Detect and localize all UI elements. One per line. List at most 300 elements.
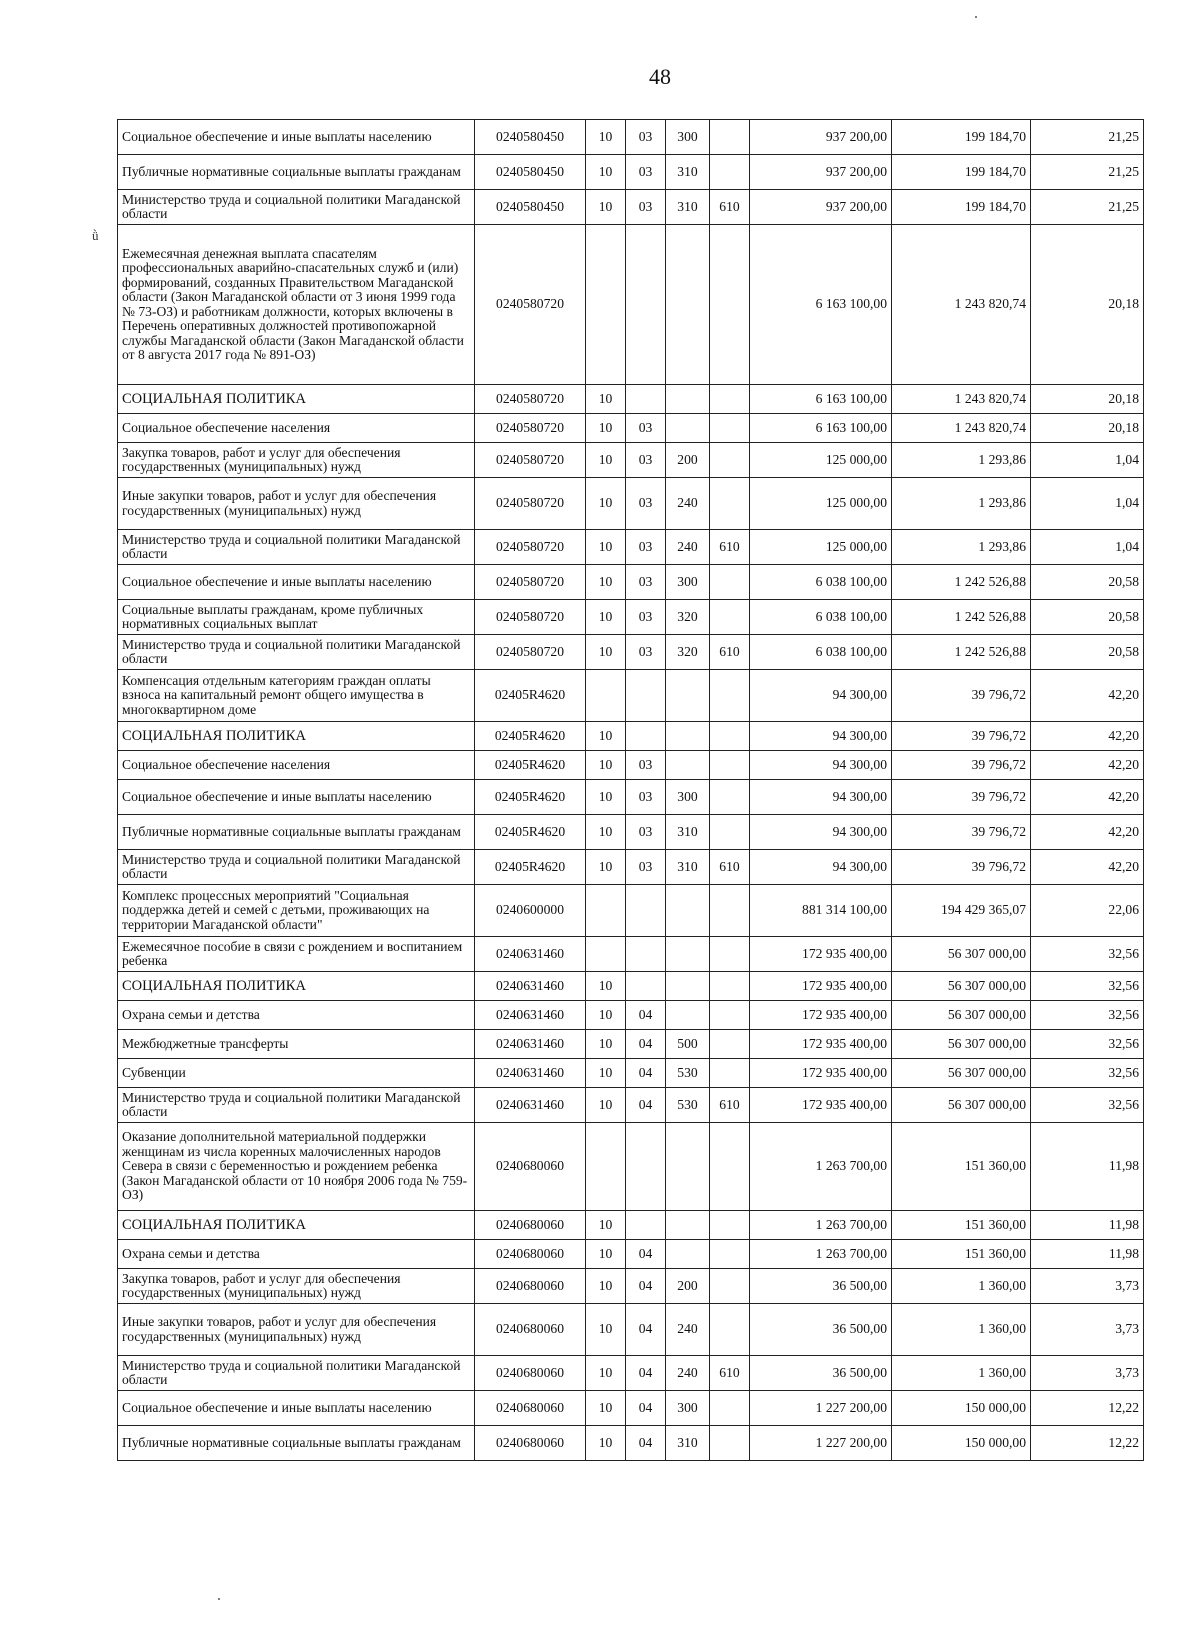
row-name: Министерство труда и социальной политики Магаданской области <box>118 1356 475 1391</box>
target-code: 0240580720 <box>475 385 586 414</box>
administrator-code <box>710 751 750 780</box>
expense-type-code <box>666 972 710 1001</box>
subsection-code <box>626 972 666 1001</box>
table-row <box>118 414 1144 443</box>
planned-amount: 172 935 400,00 <box>750 1088 892 1123</box>
expense-type-code: 320 <box>666 600 710 635</box>
planned-amount: 6 163 100,00 <box>750 414 892 443</box>
administrator-code <box>710 972 750 1001</box>
execution-percent: 32,56 <box>1031 1030 1144 1059</box>
expense-type-code: 240 <box>666 530 710 565</box>
row-name: СОЦИАЛЬНАЯ ПОЛИТИКА <box>118 972 475 1001</box>
subsection-code: 04 <box>626 1269 666 1304</box>
administrator-code <box>710 443 750 478</box>
table-row <box>118 385 1144 414</box>
administrator-code <box>710 565 750 600</box>
section-code: 10 <box>586 815 626 850</box>
subsection-code: 04 <box>626 1391 666 1426</box>
administrator-code: 610 <box>710 850 750 885</box>
expense-type-code <box>666 414 710 443</box>
expense-type-code <box>666 385 710 414</box>
subsection-code <box>626 225 666 385</box>
execution-percent: 20,18 <box>1031 225 1144 385</box>
target-code: 0240580720 <box>475 530 586 565</box>
actual-amount: 56 307 000,00 <box>892 1088 1031 1123</box>
actual-amount: 56 307 000,00 <box>892 1059 1031 1088</box>
execution-percent: 42,20 <box>1031 670 1144 722</box>
execution-percent: 32,56 <box>1031 1088 1144 1123</box>
actual-amount: 151 360,00 <box>892 1240 1031 1269</box>
planned-amount: 1 263 700,00 <box>750 1240 892 1269</box>
table-row <box>118 1304 1144 1356</box>
subsection-code: 03 <box>626 443 666 478</box>
table-row <box>118 1391 1144 1426</box>
planned-amount: 6 038 100,00 <box>750 600 892 635</box>
target-code: 0240580720 <box>475 635 586 670</box>
section-code: 10 <box>586 414 626 443</box>
target-code: 0240680060 <box>475 1391 586 1426</box>
planned-amount: 6 163 100,00 <box>750 385 892 414</box>
table-row <box>118 1030 1144 1059</box>
expense-type-code <box>666 751 710 780</box>
subsection-code: 04 <box>626 1304 666 1356</box>
target-code: 0240631460 <box>475 1030 586 1059</box>
execution-percent: 12,22 <box>1031 1391 1144 1426</box>
planned-amount: 1 263 700,00 <box>750 1211 892 1240</box>
expense-type-code: 200 <box>666 443 710 478</box>
expense-type-code: 320 <box>666 635 710 670</box>
expense-type-code: 300 <box>666 1391 710 1426</box>
table-body <box>118 120 1144 1461</box>
subsection-code <box>626 1211 666 1240</box>
row-name: Министерство труда и социальной политики Магаданской области <box>118 190 475 225</box>
target-code: 0240631460 <box>475 972 586 1001</box>
planned-amount: 6 163 100,00 <box>750 225 892 385</box>
table-row <box>118 1356 1144 1391</box>
expense-type-code: 300 <box>666 780 710 815</box>
execution-percent: 20,58 <box>1031 635 1144 670</box>
subsection-code: 03 <box>626 120 666 155</box>
actual-amount: 39 796,72 <box>892 670 1031 722</box>
table-row <box>118 1059 1144 1088</box>
administrator-code <box>710 478 750 530</box>
target-code: 02405R4620 <box>475 780 586 815</box>
row-name: Публичные нормативные социальные выплаты гражданам <box>118 815 475 850</box>
execution-percent: 12,22 <box>1031 1426 1144 1461</box>
section-code: 10 <box>586 1001 626 1030</box>
table-row <box>118 722 1144 751</box>
expense-type-code <box>666 722 710 751</box>
subsection-code: 03 <box>626 565 666 600</box>
target-code: 0240580450 <box>475 190 586 225</box>
actual-amount: 1 242 526,88 <box>892 600 1031 635</box>
subsection-code: 03 <box>626 780 666 815</box>
expense-type-code: 200 <box>666 1269 710 1304</box>
section-code: 10 <box>586 850 626 885</box>
table-row <box>118 635 1144 670</box>
expense-type-code: 310 <box>666 155 710 190</box>
execution-percent: 21,25 <box>1031 155 1144 190</box>
row-name: Министерство труда и социальной политики Магаданской области <box>118 850 475 885</box>
subsection-code: 03 <box>626 635 666 670</box>
subsection-code: 04 <box>626 1240 666 1269</box>
administrator-code: 610 <box>710 190 750 225</box>
actual-amount: 1 360,00 <box>892 1304 1031 1356</box>
actual-amount: 56 307 000,00 <box>892 937 1031 972</box>
row-name: Комплекс процессных мероприятий "Социальная поддержка детей и семей с детьми, проживающих на территории Магаданской области" <box>118 885 475 937</box>
administrator-code <box>710 1030 750 1059</box>
subsection-code: 04 <box>626 1059 666 1088</box>
target-code: 0240680060 <box>475 1356 586 1391</box>
actual-amount: 150 000,00 <box>892 1391 1031 1426</box>
target-code: 0240580720 <box>475 478 586 530</box>
administrator-code <box>710 670 750 722</box>
section-code <box>586 670 626 722</box>
actual-amount: 1 360,00 <box>892 1269 1031 1304</box>
table-row <box>118 1211 1144 1240</box>
subsection-code <box>626 937 666 972</box>
expense-type-code: 300 <box>666 565 710 600</box>
subsection-code: 03 <box>626 190 666 225</box>
expense-type-code: 240 <box>666 1304 710 1356</box>
planned-amount: 94 300,00 <box>750 751 892 780</box>
administrator-code <box>710 1123 750 1211</box>
section-code <box>586 225 626 385</box>
expense-type-code <box>666 1211 710 1240</box>
actual-amount: 39 796,72 <box>892 722 1031 751</box>
administrator-code <box>710 815 750 850</box>
target-code: 0240631460 <box>475 937 586 972</box>
table-row <box>118 1088 1144 1123</box>
planned-amount: 125 000,00 <box>750 530 892 565</box>
actual-amount: 1 242 526,88 <box>892 565 1031 600</box>
table-row <box>118 478 1144 530</box>
expense-type-code: 240 <box>666 1356 710 1391</box>
execution-percent: 11,98 <box>1031 1123 1144 1211</box>
row-name: Социальное обеспечение и иные выплаты населению <box>118 120 475 155</box>
expense-type-code <box>666 1001 710 1030</box>
administrator-code <box>710 1269 750 1304</box>
administrator-code <box>710 1211 750 1240</box>
row-name: Социальное обеспечение и иные выплаты населению <box>118 1391 475 1426</box>
execution-percent: 20,58 <box>1031 565 1144 600</box>
execution-percent: 11,98 <box>1031 1240 1144 1269</box>
target-code: 02405R4620 <box>475 815 586 850</box>
section-code: 10 <box>586 478 626 530</box>
actual-amount: 39 796,72 <box>892 780 1031 815</box>
expense-type-code <box>666 937 710 972</box>
subsection-code <box>626 670 666 722</box>
target-code: 02405R4620 <box>475 850 586 885</box>
scan-speck <box>218 1598 220 1600</box>
row-name: Охрана семьи и детства <box>118 1240 475 1269</box>
actual-amount: 56 307 000,00 <box>892 1001 1031 1030</box>
row-name: Социальное обеспечение населения <box>118 414 475 443</box>
row-name: Оказание дополнительной материальной поддержки женщинам из числа коренных малочисленных народов Севера в связи с беременностью и рождением ребенка (Закон Магаданской области от 10 ноября 2006 года № 759-ОЗ) <box>118 1123 475 1211</box>
subsection-code: 03 <box>626 530 666 565</box>
planned-amount: 36 500,00 <box>750 1304 892 1356</box>
row-name: СОЦИАЛЬНАЯ ПОЛИТИКА <box>118 385 475 414</box>
planned-amount: 36 500,00 <box>750 1356 892 1391</box>
expense-type-code: 500 <box>666 1030 710 1059</box>
section-code: 10 <box>586 120 626 155</box>
expense-type-code: 530 <box>666 1088 710 1123</box>
actual-amount: 199 184,70 <box>892 155 1031 190</box>
section-code: 10 <box>586 1356 626 1391</box>
administrator-code: 610 <box>710 1088 750 1123</box>
administrator-code <box>710 780 750 815</box>
planned-amount: 172 935 400,00 <box>750 1001 892 1030</box>
actual-amount: 194 429 365,07 <box>892 885 1031 937</box>
row-name: Закупка товаров, работ и услуг для обеспечения государственных (муниципальных) нужд <box>118 1269 475 1304</box>
execution-percent: 20,18 <box>1031 414 1144 443</box>
section-code: 10 <box>586 1088 626 1123</box>
section-code <box>586 1123 626 1211</box>
subsection-code: 03 <box>626 600 666 635</box>
section-code: 10 <box>586 751 626 780</box>
row-name: Социальные выплаты гражданам, кроме публичных нормативных социальных выплат <box>118 600 475 635</box>
administrator-code: 610 <box>710 635 750 670</box>
section-code: 10 <box>586 443 626 478</box>
row-name: Социальное обеспечение и иные выплаты населению <box>118 565 475 600</box>
planned-amount: 172 935 400,00 <box>750 1030 892 1059</box>
table-row <box>118 155 1144 190</box>
section-code: 10 <box>586 565 626 600</box>
target-code: 0240580720 <box>475 414 586 443</box>
row-name: Социальное обеспечение населения <box>118 751 475 780</box>
planned-amount: 881 314 100,00 <box>750 885 892 937</box>
planned-amount: 125 000,00 <box>750 478 892 530</box>
expense-type-code <box>666 885 710 937</box>
administrator-code <box>710 1391 750 1426</box>
target-code: 0240580720 <box>475 225 586 385</box>
planned-amount: 36 500,00 <box>750 1269 892 1304</box>
table-row <box>118 225 1144 385</box>
target-code: 0240680060 <box>475 1304 586 1356</box>
execution-percent: 1,04 <box>1031 530 1144 565</box>
execution-percent: 32,56 <box>1031 972 1144 1001</box>
administrator-code <box>710 1001 750 1030</box>
target-code: 0240580720 <box>475 565 586 600</box>
administrator-code <box>710 225 750 385</box>
target-code: 0240580450 <box>475 155 586 190</box>
planned-amount: 6 038 100,00 <box>750 565 892 600</box>
row-name: Публичные нормативные социальные выплаты гражданам <box>118 155 475 190</box>
table-row <box>118 530 1144 565</box>
table-row <box>118 1426 1144 1461</box>
planned-amount: 937 200,00 <box>750 190 892 225</box>
actual-amount: 1 243 820,74 <box>892 414 1031 443</box>
section-code: 10 <box>586 780 626 815</box>
section-code: 10 <box>586 722 626 751</box>
row-name: Иные закупки товаров, работ и услуг для обеспечения государственных (муниципальных) нужд <box>118 1304 475 1356</box>
actual-amount: 39 796,72 <box>892 815 1031 850</box>
table-row <box>118 1240 1144 1269</box>
subsection-code: 03 <box>626 850 666 885</box>
row-name: Компенсация отдельным категориям граждан оплаты взноса на капитальный ремонт общего имущества в многоквартирном доме <box>118 670 475 722</box>
administrator-code <box>710 1304 750 1356</box>
table-row <box>118 443 1144 478</box>
planned-amount: 94 300,00 <box>750 815 892 850</box>
planned-amount: 1 227 200,00 <box>750 1426 892 1461</box>
execution-percent: 32,56 <box>1031 1001 1144 1030</box>
actual-amount: 56 307 000,00 <box>892 972 1031 1001</box>
expense-type-code <box>666 670 710 722</box>
expense-type-code: 310 <box>666 850 710 885</box>
execution-percent: 42,20 <box>1031 751 1144 780</box>
section-code: 10 <box>586 1240 626 1269</box>
expense-type-code: 310 <box>666 1426 710 1461</box>
subsection-code <box>626 385 666 414</box>
table-row <box>118 972 1144 1001</box>
administrator-code: 610 <box>710 1356 750 1391</box>
scan-speck <box>975 16 977 18</box>
table-row <box>118 937 1144 972</box>
section-code: 10 <box>586 1391 626 1426</box>
row-name: СОЦИАЛЬНАЯ ПОЛИТИКА <box>118 722 475 751</box>
administrator-code <box>710 385 750 414</box>
section-code: 10 <box>586 1211 626 1240</box>
row-name: Министерство труда и социальной политики Магаданской области <box>118 1088 475 1123</box>
actual-amount: 1 243 820,74 <box>892 225 1031 385</box>
target-code: 0240631460 <box>475 1059 586 1088</box>
row-name: Ежемесячная денежная выплата спасателям профессиональных аварийно-спасательных служб и (или) формирований, созданных Правительством Магаданской области (Закон Магаданской области от 3 июня 1999 года № 73-ОЗ) и работникам должности, которых включены в Перечень оперативных должностей противопожарной службы Магаданской области (Закон Магаданской области от 8 августа 2017 года № 891-ОЗ) <box>118 225 475 385</box>
subsection-code: 04 <box>626 1001 666 1030</box>
actual-amount: 1 360,00 <box>892 1356 1031 1391</box>
execution-percent: 3,73 <box>1031 1304 1144 1356</box>
actual-amount: 1 243 820,74 <box>892 385 1031 414</box>
execution-percent: 21,25 <box>1031 120 1144 155</box>
row-name: Охрана семьи и детства <box>118 1001 475 1030</box>
administrator-code <box>710 1426 750 1461</box>
target-code: 0240680060 <box>475 1240 586 1269</box>
administrator-code <box>710 1059 750 1088</box>
execution-percent: 3,73 <box>1031 1269 1144 1304</box>
target-code: 0240680060 <box>475 1211 586 1240</box>
planned-amount: 94 300,00 <box>750 850 892 885</box>
target-code: 0240580450 <box>475 120 586 155</box>
section-code: 10 <box>586 600 626 635</box>
target-code: 0240680060 <box>475 1426 586 1461</box>
execution-percent: 1,04 <box>1031 478 1144 530</box>
planned-amount: 937 200,00 <box>750 155 892 190</box>
actual-amount: 56 307 000,00 <box>892 1030 1031 1059</box>
section-code: 10 <box>586 190 626 225</box>
execution-percent: 20,18 <box>1031 385 1144 414</box>
subsection-code <box>626 885 666 937</box>
section-code: 10 <box>586 155 626 190</box>
execution-percent: 3,73 <box>1031 1356 1144 1391</box>
subsection-code: 04 <box>626 1088 666 1123</box>
planned-amount: 937 200,00 <box>750 120 892 155</box>
execution-percent: 42,20 <box>1031 780 1144 815</box>
administrator-code <box>710 937 750 972</box>
table-row <box>118 780 1144 815</box>
planned-amount: 94 300,00 <box>750 780 892 815</box>
section-code: 10 <box>586 385 626 414</box>
row-name: Министерство труда и социальной политики Магаданской области <box>118 530 475 565</box>
subsection-code: 04 <box>626 1426 666 1461</box>
table-row <box>118 190 1144 225</box>
actual-amount: 199 184,70 <box>892 120 1031 155</box>
table-row <box>118 1001 1144 1030</box>
margin-mark: ǜ <box>92 228 99 243</box>
subsection-code <box>626 722 666 751</box>
execution-percent: 21,25 <box>1031 190 1144 225</box>
page-number: 48 <box>649 64 671 89</box>
row-name: Министерство труда и социальной политики Магаданской области <box>118 635 475 670</box>
planned-amount: 172 935 400,00 <box>750 937 892 972</box>
table-row <box>118 815 1144 850</box>
planned-amount: 172 935 400,00 <box>750 972 892 1001</box>
expense-type-code: 310 <box>666 190 710 225</box>
section-code <box>586 937 626 972</box>
planned-amount: 94 300,00 <box>750 670 892 722</box>
subsection-code: 03 <box>626 751 666 780</box>
row-name: Публичные нормативные социальные выплаты гражданам <box>118 1426 475 1461</box>
section-code: 10 <box>586 635 626 670</box>
administrator-code <box>710 600 750 635</box>
administrator-code <box>710 155 750 190</box>
target-code: 0240631460 <box>475 1001 586 1030</box>
target-code: 0240580720 <box>475 600 586 635</box>
administrator-code <box>710 120 750 155</box>
execution-percent: 11,98 <box>1031 1211 1144 1240</box>
planned-amount: 172 935 400,00 <box>750 1059 892 1088</box>
execution-percent: 32,56 <box>1031 937 1144 972</box>
section-code: 10 <box>586 1269 626 1304</box>
planned-amount: 6 038 100,00 <box>750 635 892 670</box>
subsection-code: 03 <box>626 155 666 190</box>
actual-amount: 39 796,72 <box>892 850 1031 885</box>
target-code: 0240680060 <box>475 1123 586 1211</box>
target-code: 0240580720 <box>475 443 586 478</box>
section-code: 10 <box>586 1304 626 1356</box>
row-name: Ежемесячное пособие в связи с рождением и воспитанием ребенка <box>118 937 475 972</box>
planned-amount: 125 000,00 <box>750 443 892 478</box>
administrator-code <box>710 414 750 443</box>
actual-amount: 151 360,00 <box>892 1123 1031 1211</box>
expense-type-code: 530 <box>666 1059 710 1088</box>
target-code: 0240600000 <box>475 885 586 937</box>
subsection-code: 04 <box>626 1356 666 1391</box>
planned-amount: 94 300,00 <box>750 722 892 751</box>
target-code: 0240631460 <box>475 1088 586 1123</box>
row-name: Иные закупки товаров, работ и услуг для обеспечения государственных (муниципальных) нужд <box>118 478 475 530</box>
actual-amount: 1 293,86 <box>892 443 1031 478</box>
subsection-code: 03 <box>626 414 666 443</box>
planned-amount: 1 263 700,00 <box>750 1123 892 1211</box>
table-row <box>118 600 1144 635</box>
subsection-code: 04 <box>626 1030 666 1059</box>
execution-percent: 1,04 <box>1031 443 1144 478</box>
expense-type-code <box>666 1123 710 1211</box>
target-code: 02405R4620 <box>475 722 586 751</box>
table-row <box>118 850 1144 885</box>
execution-percent: 42,20 <box>1031 850 1144 885</box>
planned-amount: 1 227 200,00 <box>750 1391 892 1426</box>
table-row <box>118 670 1144 722</box>
budget-execution-table <box>117 119 1144 1461</box>
section-code: 10 <box>586 1426 626 1461</box>
expense-type-code: 300 <box>666 120 710 155</box>
table-row <box>118 751 1144 780</box>
row-name: Социальное обеспечение и иные выплаты населению <box>118 780 475 815</box>
subsection-code: 03 <box>626 478 666 530</box>
row-name: СОЦИАЛЬНАЯ ПОЛИТИКА <box>118 1211 475 1240</box>
execution-percent: 32,56 <box>1031 1059 1144 1088</box>
row-name: Межбюджетные трансферты <box>118 1030 475 1059</box>
